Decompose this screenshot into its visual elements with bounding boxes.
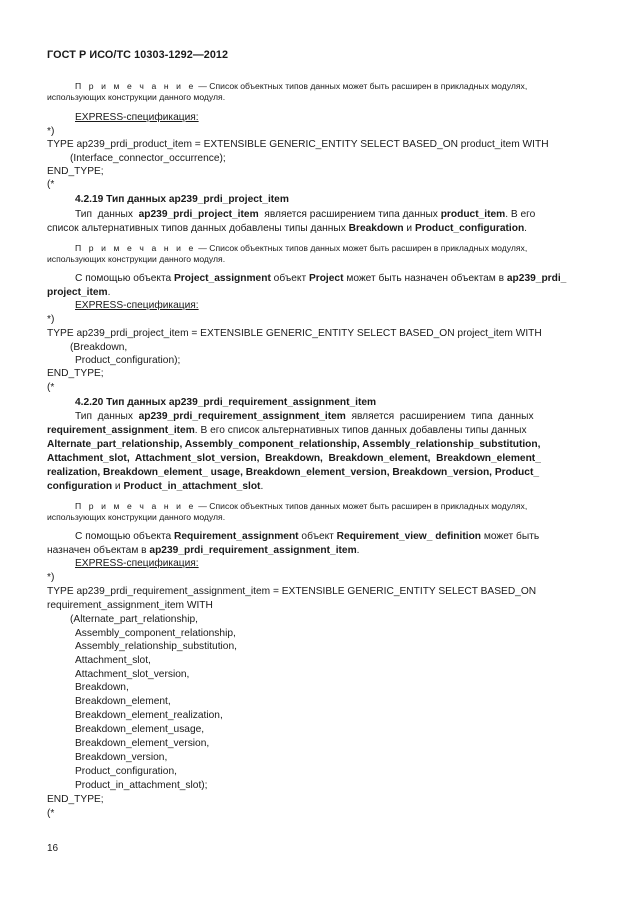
- code-item-line: Breakdown_element_version,: [75, 738, 210, 749]
- note-line: [75, 81, 527, 92]
- text-span: . В его список альтернативных типов данных добавлены типы данных: [194, 425, 527, 436]
- code-line: END_TYPE;: [47, 794, 104, 805]
- text-span: список альтернативных типов данных добавлены типы данных: [47, 223, 349, 234]
- text-span: С помощью объекта: [75, 273, 175, 284]
- body-line: [75, 531, 539, 543]
- page-number: 16: [47, 843, 59, 854]
- text-span: объект: [270, 273, 309, 284]
- code-line: END_TYPE;: [47, 368, 104, 379]
- code-item-line: Assembly_relationship_substitution,: [75, 641, 237, 652]
- term-span: Breakdown: [348, 223, 404, 234]
- section-heading: 4.2.19 Тип данных ap239_prdi_project_item: [75, 194, 289, 205]
- text-span: Тип данных: [75, 209, 139, 220]
- code-item-line: Breakdown_version,: [75, 752, 168, 763]
- text-span: может быть назначен объектам в: [343, 273, 507, 284]
- text-span: объект: [298, 531, 337, 542]
- note-line: [75, 243, 527, 254]
- code-line: Product_configuration);: [75, 355, 181, 366]
- term-span: ap239_prdi_requirement_assignment_item: [149, 545, 357, 556]
- note-line: использующих конструкции данного модуля.: [47, 512, 226, 522]
- term-span: Project: [308, 273, 344, 284]
- code-item-line: (Alternate_part_relationship,: [70, 614, 198, 625]
- term-span: project_item: [47, 287, 108, 298]
- term-span: ap239_prdi_requirement_assignment_item: [138, 411, 346, 422]
- body-line: [75, 273, 566, 285]
- body-line: Alternate_part_relationship, Assembly_component_relationship, Assembly_relationship_substitution,: [47, 439, 541, 450]
- body-line: [47, 425, 527, 437]
- code-item-line: Breakdown_element_usage,: [75, 724, 205, 735]
- note-text: — Список объектных типов данных может быть расширен в прикладных модулях,: [195, 243, 528, 253]
- text-span: С помощью объекта: [75, 531, 175, 542]
- note-label: П р и м е ч а н и е: [75, 243, 196, 253]
- note-line: использующих конструкции данного модуля.: [47, 254, 226, 264]
- term-span: Project_assignment: [174, 273, 271, 284]
- text-span: назначен объектам в: [47, 545, 150, 556]
- section-heading: 4.2.20 Тип данных ap239_prdi_requirement_assignment_item: [75, 397, 377, 408]
- code-line: END_TYPE;: [47, 166, 104, 177]
- term-span: Requirement_assignment: [174, 531, 299, 542]
- text-span: .: [107, 287, 111, 298]
- body-line: [75, 411, 534, 423]
- text-span: и: [403, 223, 415, 234]
- express-spec-label: EXPRESS-спецификация:: [75, 112, 199, 123]
- body-line: [47, 545, 360, 557]
- code-item-line: Assembly_component_relationship,: [75, 628, 236, 639]
- term-span: configuration: [47, 481, 113, 492]
- text-span: может быть: [481, 531, 540, 542]
- note-text: — Список объектных типов данных может быть расширен в прикладных модулях,: [195, 81, 528, 91]
- code-item-line: Breakdown_element_realization,: [75, 710, 223, 721]
- code-line: TYPE ap239_prdi_requirement_assignment_item = EXTENSIBLE GENERIC_ENTITY SELECT BASED_ON: [47, 586, 537, 597]
- text-span: Тип данных: [75, 411, 139, 422]
- note-line: [75, 501, 527, 512]
- term-span: Product_configuration: [414, 223, 525, 234]
- body-line: [47, 287, 110, 299]
- note-line: использующих конструкции данного модуля.: [47, 92, 226, 102]
- code-line: *): [47, 126, 55, 137]
- body-line: [47, 223, 527, 235]
- term-span: Product_in_attachment_slot: [123, 481, 261, 492]
- term-span: requirement_assignment_item: [47, 425, 195, 436]
- code-line: (*: [47, 808, 55, 819]
- code-item-line: Attachment_slot_version,: [75, 669, 190, 680]
- code-line: *): [47, 572, 55, 583]
- code-line: (Interface_connector_occurrence);: [70, 153, 226, 164]
- note-text: — Список объектных типов данных может быть расширен в прикладных модулях,: [195, 501, 528, 511]
- code-item-line: Breakdown,: [75, 682, 129, 693]
- text-span: является расширением типа данных: [258, 209, 441, 220]
- text-span: .: [524, 223, 528, 234]
- code-line: TYPE ap239_prdi_product_item = EXTENSIBLE GENERIC_ENTITY SELECT BASED_ON product_item WITH: [47, 139, 549, 150]
- text-span: и: [112, 481, 124, 492]
- note-label: П р и м е ч а н и е: [75, 81, 196, 91]
- term-span: Requirement_view_ definition: [336, 531, 482, 542]
- body-line: [47, 481, 263, 493]
- code-line: requirement_assignment_item WITH: [47, 600, 213, 611]
- code-line: (Breakdown,: [70, 342, 128, 353]
- code-item-line: Attachment_slot,: [75, 655, 151, 666]
- code-item-line: Product_configuration,: [75, 766, 177, 777]
- code-item-line: Breakdown_element,: [75, 696, 171, 707]
- text-span: .: [356, 545, 360, 556]
- term-span: ap239_prdi_project_item: [138, 209, 259, 220]
- code-line: *): [47, 314, 55, 325]
- page-header-title: ГОСТ Р ИСО/ТС 10303-1292—2012: [47, 49, 229, 61]
- note-label: П р и м е ч а н и е: [75, 501, 196, 511]
- body-line: [75, 209, 535, 221]
- text-span: .: [260, 481, 264, 492]
- code-line: (*: [47, 382, 55, 393]
- text-span: . В его: [505, 209, 536, 220]
- body-line: Attachment_slot, Attachment_slot_version, Breakdown, Breakdown_element, Breakdown_element_: [47, 453, 541, 464]
- term-span: ap239_prdi_: [506, 273, 567, 284]
- body-line: realization, Breakdown_element_ usage, Breakdown_element_version, Breakdown_version, Product_: [47, 467, 539, 478]
- express-spec-label: EXPRESS-спецификация:: [75, 558, 199, 569]
- text-span: является расширением типа данных: [345, 411, 534, 422]
- code-item-line: Product_in_attachment_slot);: [75, 780, 208, 791]
- term-span: product_item: [440, 209, 506, 220]
- express-spec-label: EXPRESS-спецификация:: [75, 300, 199, 311]
- code-line: (*: [47, 179, 55, 190]
- code-line: TYPE ap239_prdi_project_item = EXTENSIBLE GENERIC_ENTITY SELECT BASED_ON project_item WITH: [47, 328, 542, 339]
